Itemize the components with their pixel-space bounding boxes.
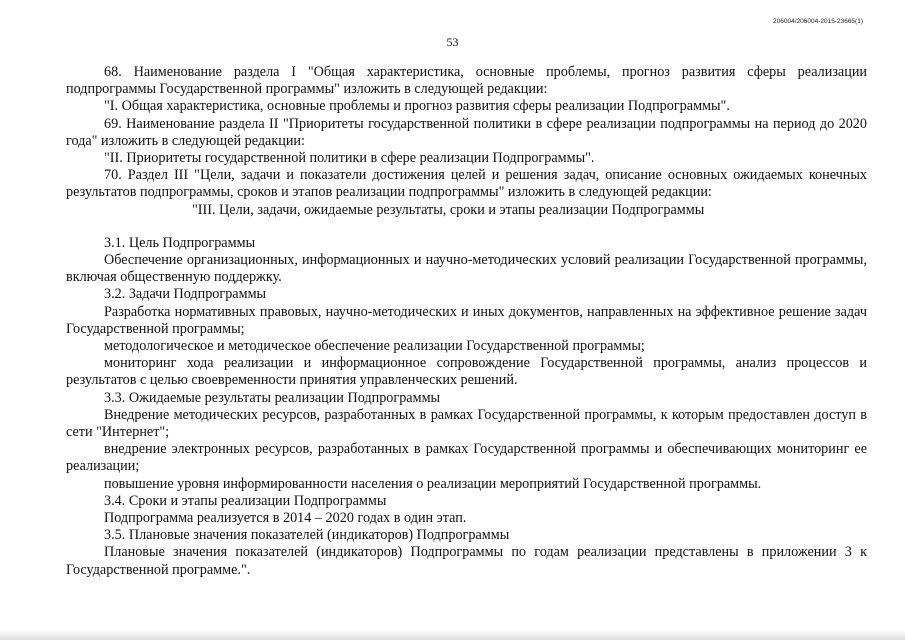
paragraph-68: 68. Наименование раздела I "Общая характеристика, основные проблемы, прогноз развития сферы реализации подпрограммы Государственной программы" изложить в следующей редакции: (66, 64, 867, 98)
spacer (66, 219, 867, 235)
section-3-2-item: мониторинг хода реализации и информационное сопровождение Государственной программы, анализ процессов и результатов с целью своевременности принятия управленческих решений. (66, 355, 867, 389)
section-3-title: "III. Цели, задачи, ожидаемые результаты, сроки и этапы реализации Подпрограммы (192, 201, 705, 218)
page-number: 53 (446, 35, 459, 49)
document-id: 206004/206004-2015-23665(1) (773, 18, 863, 25)
paragraph-70: 70. Раздел III "Цели, задачи и показатели достижения целей и решения задач, описание основных ожидаемых конечных результатов подпрограммы, сроков и этапов реализации подпрограммы" изложить в следующей редакции: (66, 167, 867, 201)
section-3-5-title: 3.5. Плановые значения показателей (индикаторов) Подпрограммы (104, 527, 510, 544)
section-3-3-item: Внедрение методических ресурсов, разработанных в рамках Государственной программы, к которым предоставлен доступ в сети "Интернет"; (66, 406, 867, 441)
section-3-5-text: Плановые значения показателей (индикаторов) Подпрограммы по годам реализации представлены в приложении 3 к Государственной программе.". (66, 544, 867, 578)
section-3-1-title: 3.1. Цель Подпрограммы (104, 234, 256, 251)
section-3-4-text: Подпрограмма реализуется в 2014 – 2020 годах в один этап. (104, 510, 467, 527)
paragraph-69-quote: "II. Приоритеты государственной политики в сфере реализации Подпрограммы". (104, 150, 595, 167)
section-3-3-item: повышение уровня информированности населения о реализации мероприятий Государственной программы. (104, 475, 762, 492)
section-3-1-text: Обеспечение организационных, информационных и научно-методических условий реализации Государственной программы, включая общественную поддержку. (66, 252, 867, 286)
scan-edge (0, 630, 905, 640)
section-3-2-item: методологическое и методическое обеспечение реализации Государственной программы; (104, 338, 645, 355)
paragraph-68-quote: "I. Общая характеристика, основные проблемы и прогноз развития сферы реализации Подпрограммы". (104, 98, 730, 115)
paragraph-69: 69. Наименование раздела II "Приоритеты государственной политики в сфере реализации подпрограммы на период до 2020 года" изложить в следующей редакции: (66, 115, 867, 149)
section-3-3-item: внедрение электронных ресурсов, разработанных в рамках Государственной программы и обеспечивающих мониторинг ее реализации; (66, 441, 867, 475)
section-3-4-title: 3.4. Сроки и этапы реализации Подпрограммы (104, 492, 387, 509)
section-3-2-item: Разработка нормативных правовых, научно-методических и иных документов, направленных на эффективное решение задач Государственной программы; (66, 303, 867, 337)
section-3-2-title: 3.2. Задачи Подпрограммы (104, 286, 267, 303)
document-body (66, 64, 867, 579)
section-3-3-title: 3.3. Ожидаемые результаты реализации Подпрограммы (104, 389, 441, 406)
